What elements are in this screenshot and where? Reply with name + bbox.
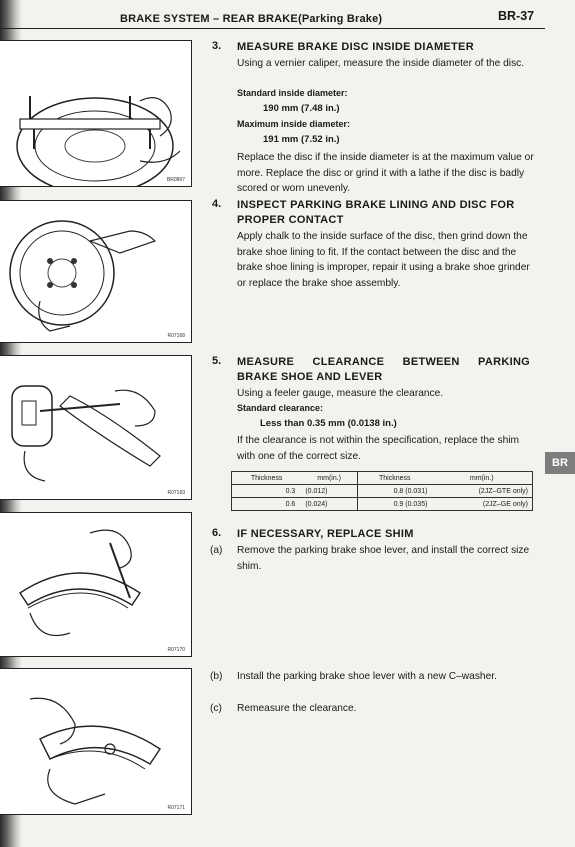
table-header-cell [431, 472, 532, 485]
step-5-title-line1: MEASURE CLEARANCE BETWEEN PARKING [237, 356, 531, 368]
thickness-inch: (0.024) [305, 500, 328, 508]
table-header-row [232, 472, 533, 485]
figure-install-lever [0, 668, 192, 815]
figure-code: BR0897 [166, 177, 185, 183]
table-cell [431, 485, 532, 498]
figure-replace-shim [0, 512, 192, 657]
step-6c-text: Remeasure the clearance. [237, 703, 357, 714]
install-lever-illustration [0, 669, 191, 814]
caliper-illustration [0, 41, 191, 186]
step-4-title-line2: PROPER CONTACT [237, 214, 344, 226]
thickness-value: 0.8 [393, 487, 404, 495]
feeler-gauge-illustration [0, 356, 191, 499]
table-header-cell: Thickness [358, 472, 432, 485]
table-cell [431, 498, 532, 511]
thickness-value: 0.6 [285, 500, 296, 508]
step-3-replace-text: Replace the disc if the inside diameter is at the maximum value or more. Replace the disc or grind it with a lathe if the disc is badly scored or worn unevenly. [237, 152, 534, 194]
step-4-title-line1: INSPECT PARKING BRAKE LINING AND DISC FOR [237, 199, 515, 211]
table-header-unit: mm(in.) [469, 474, 494, 482]
chalk-disc-illustration [0, 201, 191, 342]
thickness-value: 0.9 [393, 500, 404, 508]
maximum-inside-diameter-label: Maximum inside diameter: [237, 119, 351, 129]
shim-thickness-table [231, 471, 533, 511]
engine-note: (2JZ–GE only) [482, 500, 528, 508]
table-cell [232, 498, 302, 511]
step-6b-label: (b) [210, 671, 223, 682]
figure-chalk-disc [0, 200, 192, 343]
table-cell [358, 485, 432, 498]
thickness-inch: (0.035) [405, 500, 428, 508]
thickness-value: 0.3 [285, 487, 296, 495]
standard-clearance-label: Standard clearance: [237, 403, 324, 413]
section-tab-br[interactable]: BR [545, 452, 575, 474]
table-cell [301, 498, 357, 511]
table-row [232, 498, 533, 511]
step-5-title-line2: BRAKE SHOE AND LEVER [237, 371, 383, 383]
replace-shim-illustration [0, 513, 191, 656]
figure-code: R07168 [167, 333, 185, 339]
figure-caliper-measurement [0, 40, 192, 187]
table-cell [301, 485, 357, 498]
figure-code: R07169 [167, 490, 185, 496]
table-header-cell: Thickness [232, 472, 302, 485]
figure-code: R07171 [167, 805, 185, 811]
step-6a-label: (a) [210, 545, 223, 556]
figure-code: R07170 [167, 647, 185, 653]
step-5-number: 5. [212, 355, 222, 367]
standard-clearance-value: Less than 0.35 mm (0.0138 in.) [260, 418, 397, 429]
step-4-number: 4. [212, 198, 222, 210]
step-4-text: Apply chalk to the inside surface of the disc, then grind down the brake shoe lining to fit. If the contact between the disc and the brake shoe lining is improper, repair it using a brake shoe grinder or replace the brake shoe assembly. [237, 231, 530, 289]
thickness-inch: (0.012) [305, 487, 328, 495]
step-3-number: 3. [212, 40, 222, 52]
table-cell [232, 485, 302, 498]
maximum-inside-diameter-value: 191 mm (7.52 in.) [263, 134, 340, 145]
step-3-title: MEASURE BRAKE DISC INSIDE DIAMETER [237, 41, 474, 53]
step-5-text: Using a feeler gauge, measure the clearance. [237, 388, 444, 399]
standard-inside-diameter-value: 190 mm (7.48 in.) [263, 103, 340, 114]
step-5-replace-text: If the clearance is not within the specification, replace the shim with one of the correct size. [237, 435, 520, 462]
step-6-number: 6. [212, 527, 222, 539]
step-6b-text: Install the parking brake shoe lever with a new C–washer. [237, 671, 497, 682]
step-6-title: IF NECESSARY, REPLACE SHIM [237, 528, 414, 540]
table-header-cell: mm(in.) [301, 472, 357, 485]
header-rule [0, 28, 545, 29]
step-6a-text: Remove the parking brake shoe lever, and install the correct size shim. [237, 545, 530, 572]
table-row [232, 485, 533, 498]
standard-inside-diameter-label: Standard inside diameter: [237, 88, 348, 98]
page-number: BR-37 [498, 9, 535, 23]
table-cell [358, 498, 432, 511]
figure-feeler-gauge [0, 355, 192, 500]
step-6c-label: (c) [210, 703, 222, 714]
thickness-inch: (0.031) [405, 487, 428, 495]
step-3-text: Using a vernier caliper, measure the inside diameter of the disc. [237, 58, 525, 69]
engine-note: (2JZ–GTE only) [478, 487, 528, 495]
page-header-title: BRAKE SYSTEM – REAR BRAKE(Parking Brake) [120, 13, 383, 25]
